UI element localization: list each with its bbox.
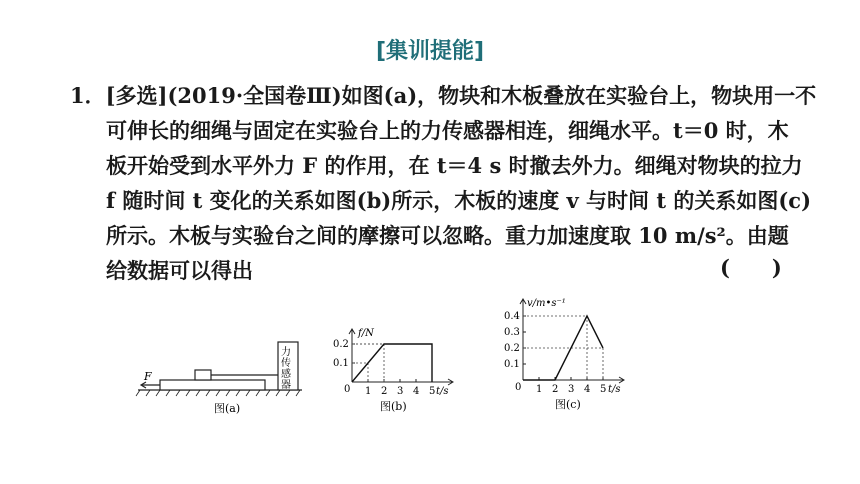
section-header: [集训提能]: [375, 39, 485, 64]
fig-c-xtick-label: 4: [584, 384, 591, 395]
question-line-3: 板开始受到水平外力 F 的作用，在 t＝4 s 时撤去外力。细绳对物块的拉力: [106, 153, 803, 178]
figure-c-ylabel: v/m•s⁻¹: [527, 298, 566, 309]
figure-c: [495, 294, 645, 416]
question-line-4: f 随时间 t 变化的关系如图(b)所示，木板的速度 v 与时间 t 的关系如图(c): [106, 188, 812, 213]
fig-c-ytick-label: 0.4: [504, 311, 520, 322]
fig-c-ytick-label: 0.2: [504, 343, 520, 354]
board: [160, 380, 265, 390]
fig-c-ytick-label: 0.3: [504, 327, 520, 338]
figure-c-origin: 0: [515, 382, 522, 393]
figure-b-origin: 0: [344, 384, 351, 395]
question-line-2: 可伸长的细绳与固定在实验台上的力传感器相连，细绳水平。t＝0 时，木: [106, 118, 789, 143]
fig-c-xtick-label: 5: [600, 384, 607, 395]
figure-b-caption: 图(b): [380, 400, 407, 413]
fig-b-ytick-label: 0.2: [333, 339, 349, 350]
sensor-label-1: 力: [281, 347, 291, 358]
figure-c-xlabel: t/s: [608, 384, 621, 395]
fig-b-xtick-label: 5: [429, 386, 436, 397]
figure-b-ylabel: f/N: [358, 328, 374, 339]
figure-a: [130, 330, 310, 420]
fig-b-ytick-label: 0.1: [333, 358, 349, 369]
figure-b: [330, 318, 470, 418]
fig-c-xtick-label: 1: [536, 384, 543, 395]
fig-b-xtick-label: 3: [397, 386, 404, 397]
fig-c-xtick-label: 2: [552, 384, 559, 395]
sensor-label-4: 器: [281, 380, 291, 391]
question-line-1: 1．[多选](2019·全国卷Ⅲ)如图(a)，物块和木板叠放在实验台上，物块用一不: [70, 83, 817, 108]
block: [195, 370, 211, 380]
sensor-label-3: 感: [281, 369, 291, 380]
answer-parentheses: ( ): [720, 255, 782, 280]
fig-b-xtick-label: 4: [413, 386, 420, 397]
force-label: F: [144, 370, 152, 383]
fig-c-xtick-label: 3: [568, 384, 575, 395]
figure-a-caption: 图(a): [214, 402, 241, 415]
question-line-6: 给数据可以得出: [106, 258, 253, 283]
fig-c-ytick-label: 0.1: [504, 359, 520, 370]
sensor-label-2: 传: [281, 358, 291, 369]
question-line-5: 所示。木板与实验台之间的摩擦可以忽略。重力加速度取 10 m/s²。由题: [106, 223, 789, 248]
figure-c-caption: 图(c): [555, 398, 581, 411]
figure-b-xlabel: t/s: [436, 386, 449, 397]
fig-b-xtick-label: 1: [365, 386, 372, 397]
fig-b-xtick-label: 2: [381, 386, 388, 397]
